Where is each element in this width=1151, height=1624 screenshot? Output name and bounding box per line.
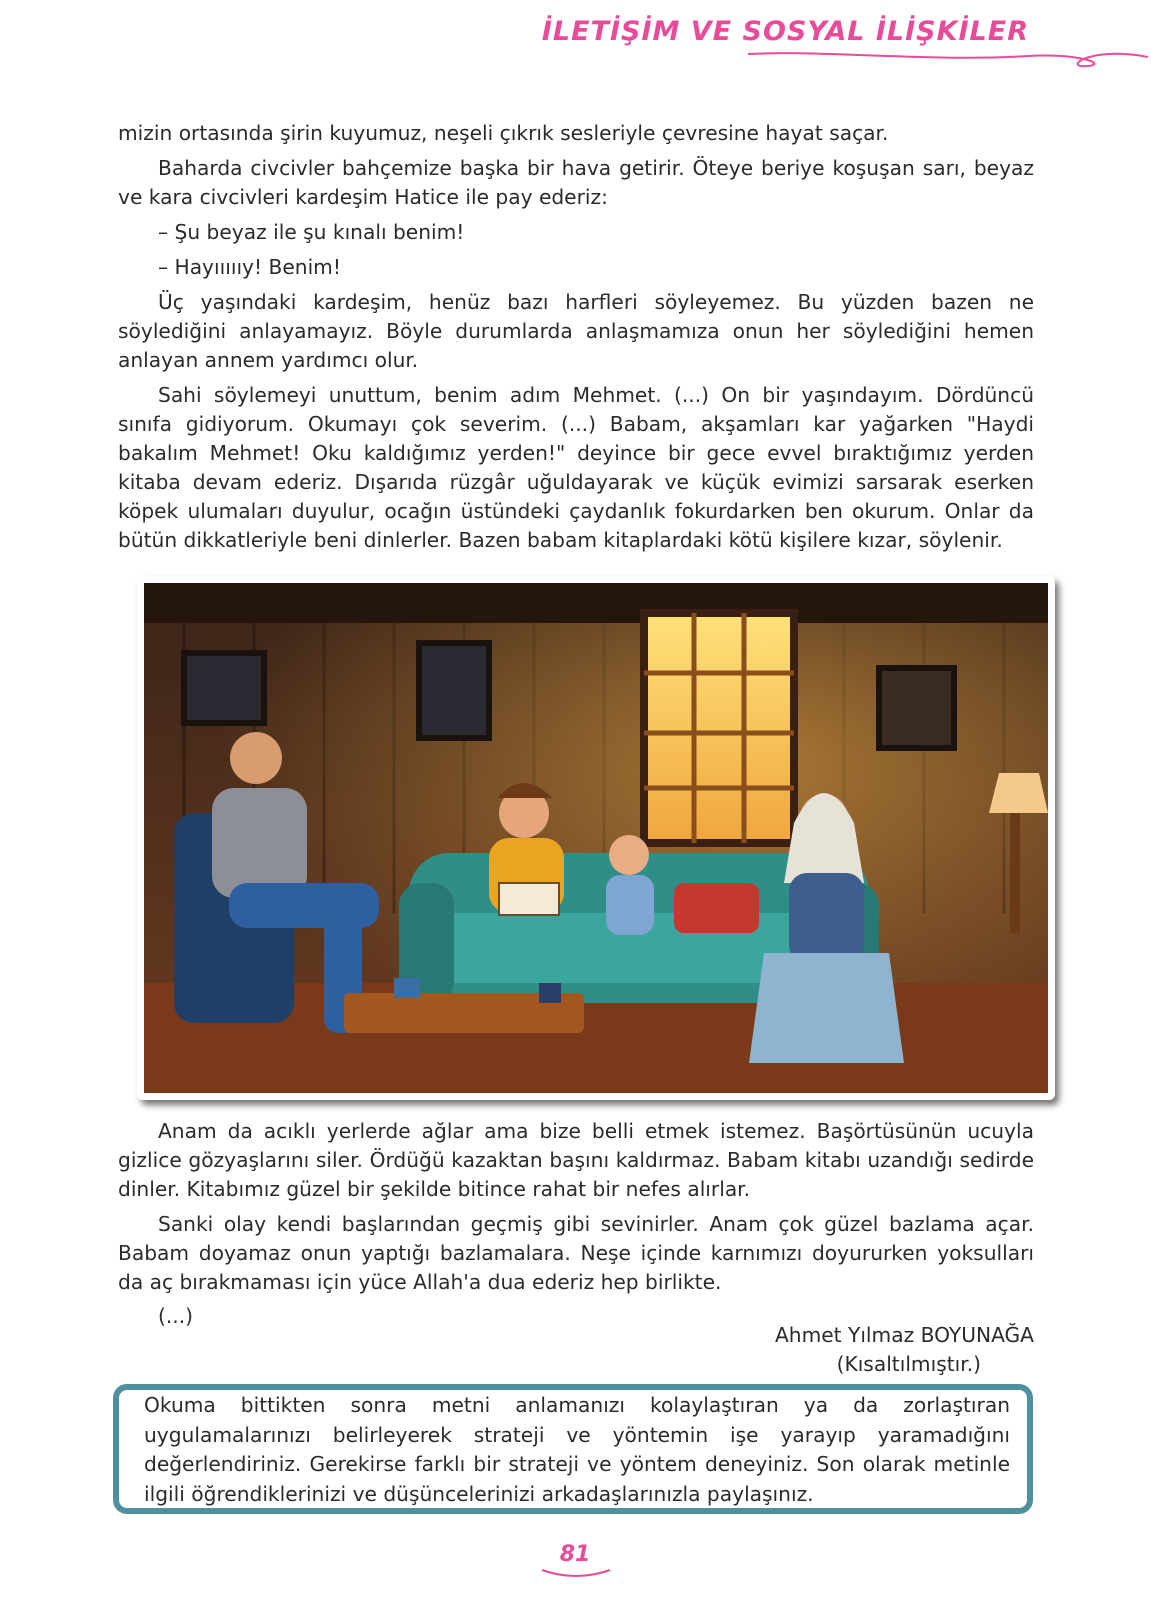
story-paragraph: mizin ortasında şirin kuyumuz, neşeli çıkrık sesleriyle çevresine hayat saçar. <box>118 121 889 145</box>
omission-marker: (...) <box>158 1304 194 1328</box>
unit-title: İLETİŞİM VE SOSYAL İLİŞKİLER <box>541 16 1029 47</box>
page-number: 81 <box>559 1542 591 1567</box>
story-paragraph: Üç yaşındaki kardeşim, henüz bazı harfleri söyleyemez. Bu yüzden bazen ne söylediğini anlayamayız. Böyle durumlarda anlaşmamıza onun her söylediğini hemen anlayan annem yardımcı olur. <box>118 290 1034 372</box>
story-paragraph: Anam da acıklı yerlerde ağlar ama bize belli etmek istemez. Başörtüsünün ucuyla gizlice gözyaşlarını siler. Ördüğü kazaktan başını kaldırmaz. Babam kitabı uzandığı sedirde dinler. Kitabımız güzel bir şekilde bitince rahat bir nefes alırlar. <box>118 1119 1034 1201</box>
author-name: Ahmet Yılmaz BOYUNAĞA <box>774 1323 1034 1347</box>
story-paragraph: Sahi söylemeyi unuttum, benim adım Mehmet. (...) On bir yaşındayım. Dördüncü sınıfa gidiyorum. Okumayı çok severim. (...) Babam, akşamları kar yağarken "Haydi bakalım Mehmet! Oku kaldığımız yerden!" deyince bir gece evvel bıraktığımız yerden kitaba devam ederiz. Dışarıda rüzgâr uğuldayarak ve küçük evimizi sarsarak eserken köpek ulumaları duyulur, ocağın üstündeki çaydanlık fokurdarken ben okurum. Onlar da bütün dikkatleriyle beni dinlerler. Bazen babam kitaplardaki kötü kişilere kızar, söylenir. <box>118 383 1034 552</box>
unit-header <box>542 16 1029 47</box>
story-paragraph: – Şu beyaz ile şu kınalı benim! <box>158 220 465 244</box>
story-paragraph: Baharda civcivler bahçemize başka bir hava getirir. Öteye beriye koşuşan sarı, beyaz ve kara civcivleri kardeşim Hatice ile pay ederiz: <box>118 156 1034 209</box>
abridged-note: (Kısaltılmıştır.) <box>836 1352 981 1376</box>
family-reading-illustration <box>137 576 1055 1100</box>
story-paragraph: Sanki olay kendi başlarından geçmiş gibi sevinirler. Anam çok güzel bazlama açar. Babam doyamaz onun yaptığı bazlamalara. Neşe içinde karnımızı doyururken yoksulları da aç bırakmaması için yüce Allah'a dua ederiz hep birlikte. <box>118 1212 1034 1294</box>
story-paragraph: – Hayıııııy! Benim! <box>158 255 341 279</box>
page-number-swoosh <box>540 1566 612 1582</box>
header-swoosh-decoration <box>748 48 1148 74</box>
story-text-top <box>118 119 1034 561</box>
strategy-instruction: Okuma bittikten sonra metni anlamanızı kolaylaştıran ya da zorlaştıran uygulamalarınızı belirleyerek strateji ve yöntemin işe yarayıp yaramadığını değerlendiriniz. Gerekirse farklı bir strateji ve yöntem deneyiniz. Son olarak metinle ilgili öğrendiklerinizi ve düşüncelerinizi arkadaşlarınızla paylaşınız. <box>144 1393 1010 1506</box>
story-text-bottom <box>118 1117 1034 1303</box>
